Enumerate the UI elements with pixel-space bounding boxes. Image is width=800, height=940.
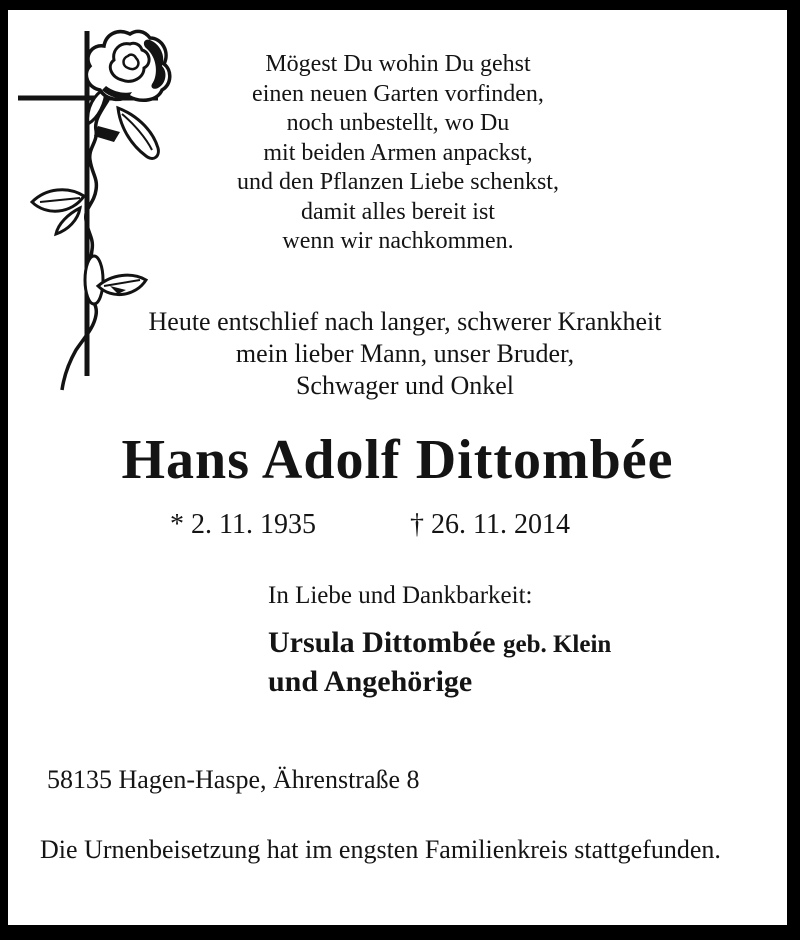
announcement-line: Schwager und Onkel [295,371,515,400]
poem-line: wenn wir nachkommen. [282,228,514,254]
poem-line: einen neuen Garten vorfinden, [252,80,544,107]
death-date: † 26. 11. 2014 [410,509,570,540]
poem-line: damit alles bereit ist [301,198,495,225]
poem-line: und den Pflanzen Liebe schenkst, [237,169,559,195]
mourner-line-secondary: und Angehörige [268,665,473,698]
mourner-name: Ursula Dittombée [268,626,496,659]
birth-date: * 2. 11. 1935 [170,509,316,540]
notice-paper [8,10,787,925]
poem-line: mit beiden Armen anpackst, [263,139,533,166]
announcement-line: mein lieber Mann, unser Bruder, [235,339,575,368]
stem-node [85,256,103,304]
poem-line: noch unbestellt, wo Du [286,110,510,136]
mourner-name-suffix: geb. Klein [502,631,612,658]
poem-line: Mögest Du wohin Du gehst [265,51,531,77]
closing-phrase: In Liebe und Dankbarkeit: [268,582,533,609]
deceased-name: Hans Adolf Dittombée [121,429,674,491]
mourners-block [268,624,611,700]
funeral-note: Die Urnenbeisetzung hat im engsten Familienkreis stattgefunden. [40,835,721,864]
memorial-poem [98,50,698,257]
death-announcement [105,306,705,402]
announcement-line: Heute entschlief nach langer, schwerer Krankheit [148,307,662,336]
mourner-line-primary [268,624,611,663]
address-line: 58135 Hagen-Haspe, Ährenstraße 8 [47,765,420,794]
